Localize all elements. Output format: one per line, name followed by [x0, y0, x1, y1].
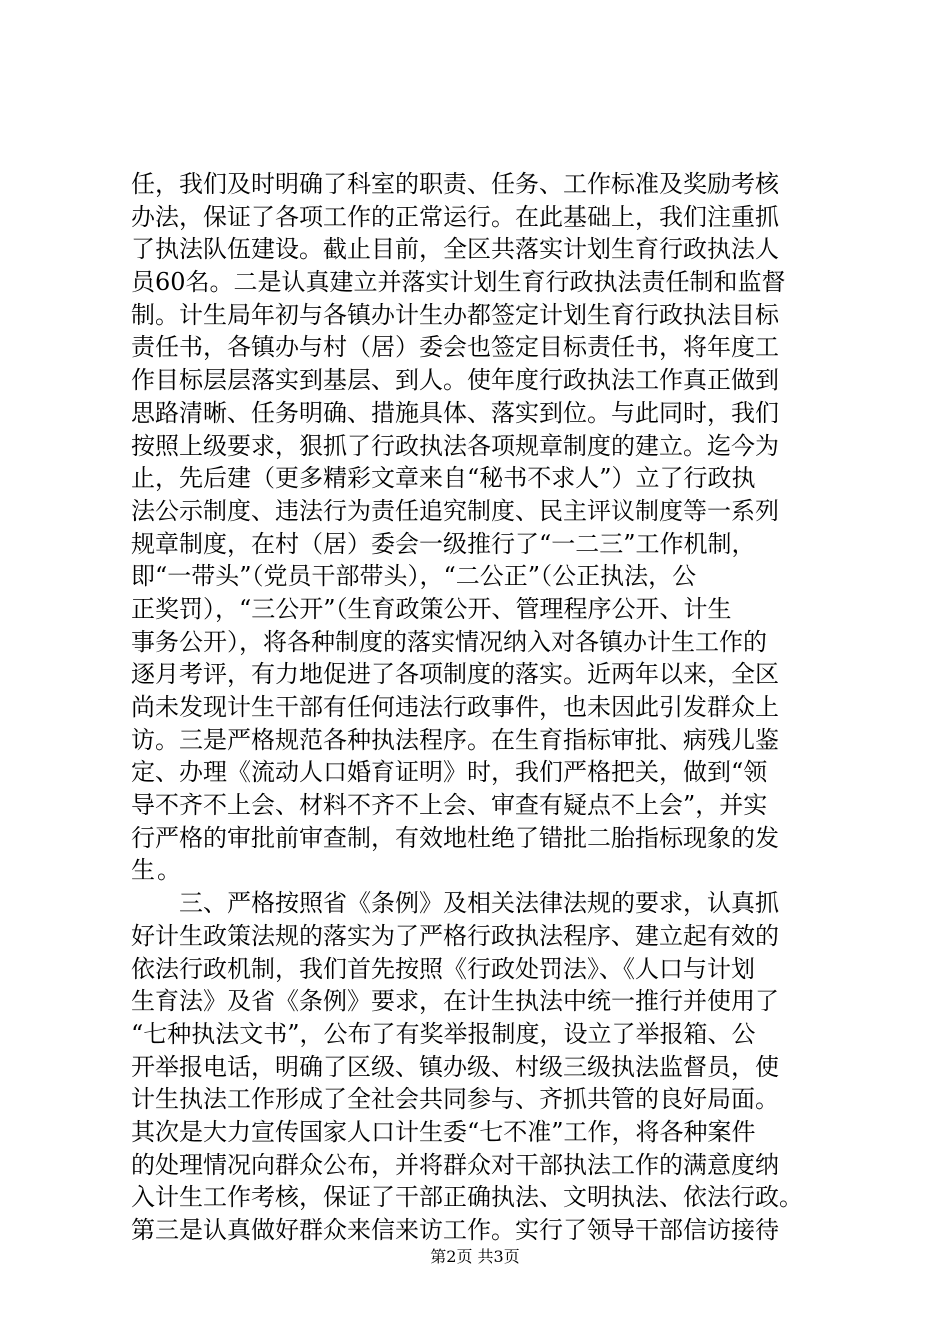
text-line: 好计生政策法规的落实为了严格行政执法程序、建立起有效的 [131, 921, 779, 950]
text-line: 开举报电话，明确了区级、镇办级、村级三级执法监督员，使 [131, 1052, 779, 1081]
text-line: 第三是认真做好群众来信来访工作。实行了领导干部信访接待 [131, 1216, 779, 1244]
text-line: 员60名。二是认真建立并落实计划生育行政执法责任制和监督 [131, 268, 786, 297]
text-line: 导不齐不上会、材料不齐不上会、审查有疑点不上会”，并实 [131, 791, 768, 820]
text-line: 作目标层层落实到基层、到人。使年度行政执法工作真正做到 [131, 366, 779, 395]
text-line: 规章制度，在村（居）委会一级推行了“一二三”工作机制， [131, 529, 756, 558]
text-line: 思路清晰、任务明确、措施具体、落实到位。与此同时，我们 [131, 398, 779, 427]
text-line: 生育法》及省《条例》要求，在计生执法中统一推行并使用了 [131, 987, 779, 1016]
body-text [131, 168, 831, 1247]
text-line: 事务公开），将各种制度的落实情况纳入对各镇办计生工作的 [131, 627, 767, 656]
text-line: 办法，保证了各项工作的正常运行。在此基础上，我们注重抓 [131, 202, 779, 231]
text-line: 止，先后建（更多精彩文章来自“秘书不求人”）立了行政执 [131, 464, 756, 493]
text-line: 正奖罚），“三公开”（生育政策公开、管理程序公开、计生 [131, 594, 732, 623]
text-line: 三、严格按照省《条例》及相关法律法规的要求，认真抓 [131, 889, 779, 918]
text-line: 行严格的审批前审查制，有效地杜绝了错批二胎指标现象的发 [131, 823, 779, 852]
text-line: “七种执法文书”，公布了有奖举报制度，设立了举报箱、公 [131, 1019, 756, 1048]
text-line: 生。 [131, 856, 183, 885]
text-line: 任，我们及时明确了科室的职责、任务、工作标准及奖励考核 [131, 170, 779, 198]
text-line: 了执法队伍建设。截止目前，全区共落实计划生育行政执法人 [131, 235, 779, 264]
text-line: 按照上级要求，狠抓了行政执法各项规章制度的建立。迄今为 [131, 431, 779, 460]
text-line: 入计生工作考核，保证了干部正确执法、文明执法、依法行政。 [131, 1183, 803, 1212]
text-line: 即“一带头”（党员干部带头），“二公正”（公正执法，公 [131, 562, 697, 591]
text-line: 责任书，各镇办与村（居）委会也签定目标责任书，将年度工 [131, 333, 779, 362]
text-line: 的处理情况向群众公布，并将群众对干部执法工作的满意度纳 [131, 1150, 779, 1179]
text-line: 访。三是严格规范各种执法程序。在生育指标审批、病残儿鉴 [131, 725, 779, 754]
text-line: 其次是大力宣传国家人口计生委“七不准”工作，将各种案件 [131, 1117, 756, 1146]
text-line: 法公示制度、违法行为责任追究制度、民主评议制度等一系列 [131, 496, 779, 525]
text-line: 逐月考评，有力地促进了各项制度的落实。近两年以来，全区 [131, 660, 779, 689]
text-line: 尚未发现计生干部有任何违法行政事件，也未因此引发群众上 [131, 693, 779, 721]
text-line: 依法行政机制，我们首先按照《行政处罚法》、《人口与计划 [131, 954, 755, 983]
page-footer: 第2页 共3页 [430, 1247, 520, 1266]
text-line: 制。计生局年初与各镇办计生办都签定计划生育行政执法目标 [131, 300, 779, 329]
text-line: 定、办理《流动人口婚育证明》时，我们严格把关，做到“领 [131, 758, 768, 787]
text-line: 计生执法工作形成了全社会共同参与、齐抓共管的良好局面。 [131, 1085, 779, 1114]
